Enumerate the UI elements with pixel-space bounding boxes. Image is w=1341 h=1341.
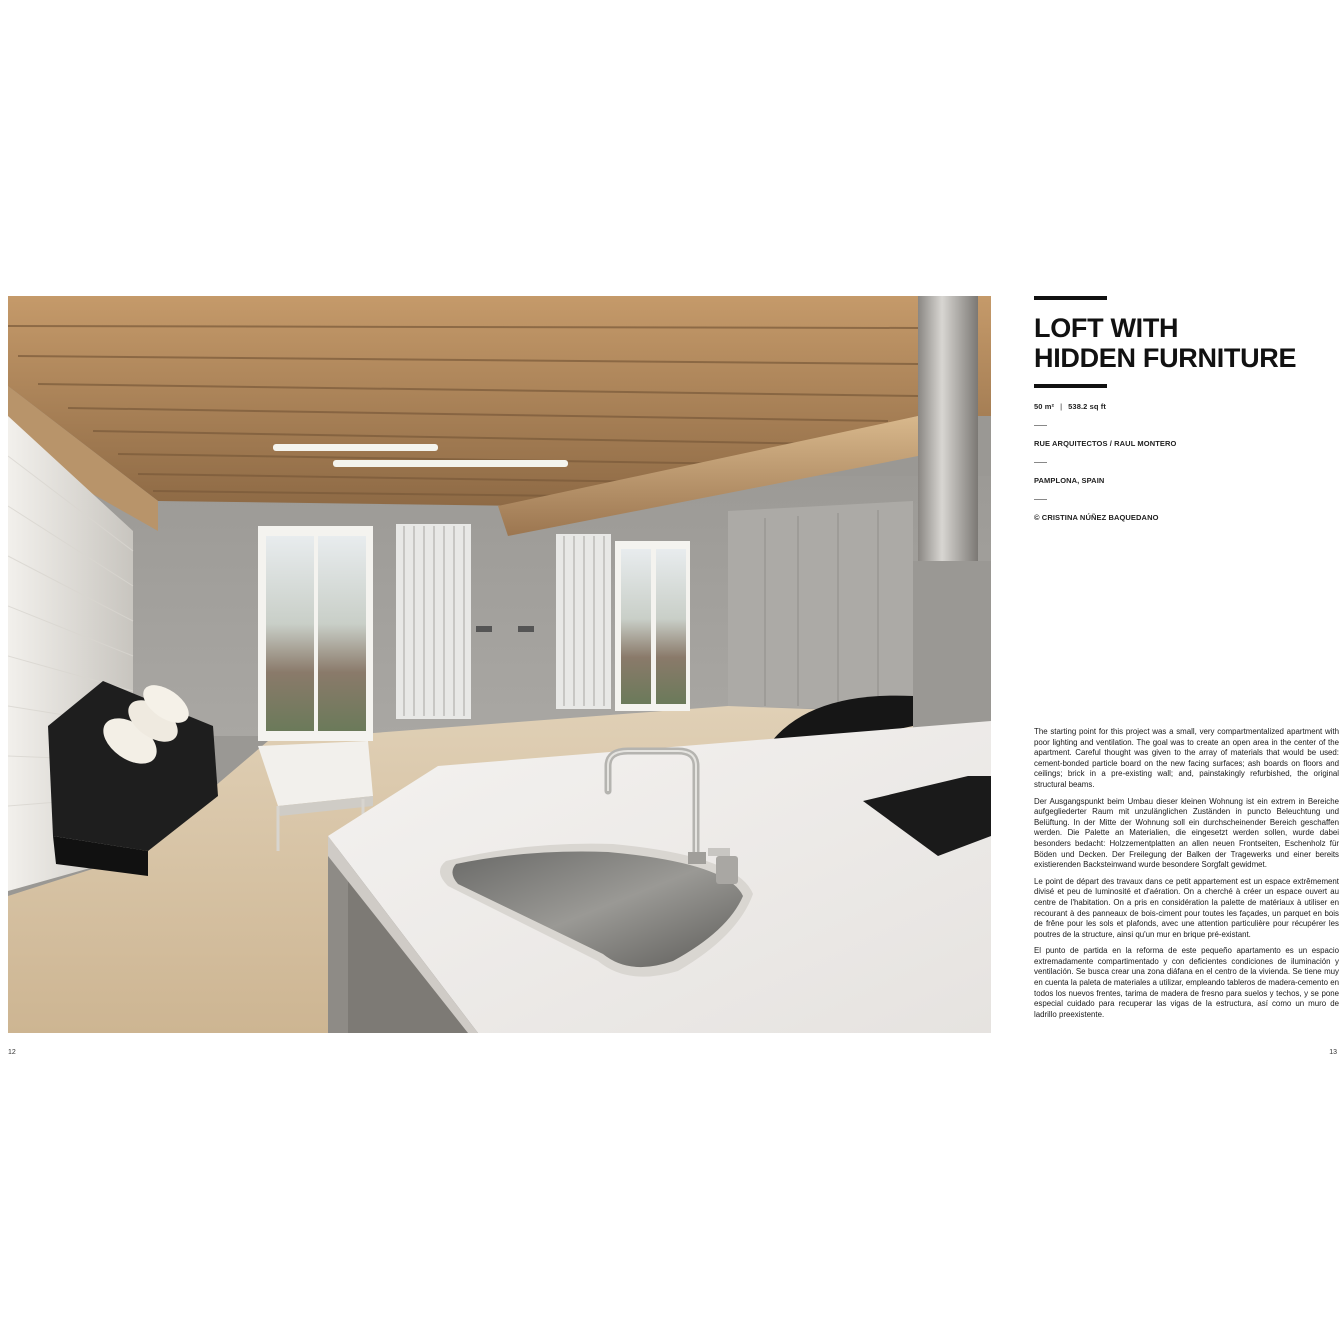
title-rule-top [1034,296,1107,300]
area-m2: 50 m² [1034,402,1055,411]
project-title [1034,313,1334,373]
area-info [1034,402,1106,411]
paragraph-spanish: El punto de partida en la reforma de este pequeño apartamento es un espacio extremadamente compartimentado y con deficientes condiciones de iluminación y ventilación. Se busca crear una zona diáfana en el centro de la vivienda. Se tiene muy en cuenta la paleta de materiales a utilizar, empleando tableros de madera-cemento en todos los nuevos frentes, tarima de madera de fresno para suelos y techos, y se pone especial cuidado para recuperar las vigas de la estructura, así como un muro de ladrillo preexistente. [1034,946,1339,1019]
divider-dash [1034,499,1047,500]
architects: RUE ARQUITECTOS / RAUL MONTERO [1034,439,1177,448]
title-rule-bottom [1034,384,1107,388]
area-separator: | [1060,402,1063,411]
paragraph-german: Der Ausgangspunkt beim Umbau dieser kleinen Wohnung ist ein extrem in Bereiche aufgegliederter Raum mit unzulänglichen Zuständen in puncto Beleuchtung und Belüftung. In der Mitte der Wohnung soll ein durchscheinender Bereich geschaffen werden. Die Palette an Materialien, die eingesetzt werden sollen, wurde dabei besonders bedacht: Holzzementplatten an allen neuen Frontseiten, Eschenholz für Böden und Decken. Der Freilegung der Balken der Tragewerks und einer bereits existierenden Backsteinwand wurde besondere Sorgfalt gewidmet. [1034,796,1339,870]
location: PAMPLONA, SPAIN [1034,476,1105,485]
article-body [1034,727,1339,1026]
photo-credit: © CRISTINA NÚÑEZ BAQUEDANO [1034,513,1159,522]
paragraph-french: Le point de départ des travaux dans ce petit appartement est un espace extrêmement divisé et peu de luminosité et d'aération. On a cherché à créer un espace ouvert au centre de l'habitation. On a pris en considération la palette de matériaux à utiliser en recourant à des panneaux de bois-ciment pour toutes les façades, un parquet en bois de frêne pour les sols et plafonds, avec une attention particulière pour récupérer les poutres de la structure, ainsi qu'un mur en brique pré-existant. [1034,876,1339,939]
page-number-left: 12 [8,1049,16,1056]
loft-interior-photo [8,296,991,1033]
page-number-right: 13 [1329,1049,1337,1056]
title-line-1: LOFT WITH [1034,313,1179,343]
divider-dash [1034,425,1047,426]
divider-dash [1034,462,1047,463]
area-sqft: 538.2 sq ft [1068,402,1106,411]
paragraph-english: The starting point for this project was a small, very compartmentalized apartment with poor lighting and ventilation. The goal was to create an open area in the center of the apartment. Careful thought was given to the array of materials that would be used: cement-bonded particle board on the new facing surfaces; ash boards on floors and ceilings; brick in a pre-existing wall; and, painstakingly refurbished, the original structural beams. [1034,727,1339,789]
title-line-2: HIDDEN FURNITURE [1034,343,1297,373]
